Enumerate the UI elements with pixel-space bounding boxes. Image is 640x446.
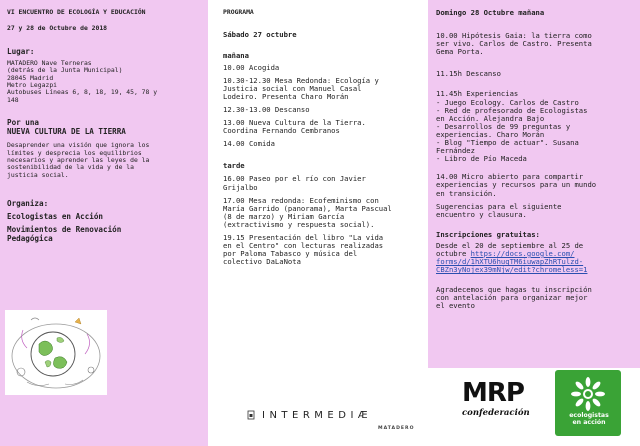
thanks-line: con antelación para organizar mejor xyxy=(436,293,588,303)
culture-heading-1: Por una xyxy=(7,118,40,128)
program-item-line: Coordina Fernando Cembranos xyxy=(223,126,340,136)
afternoon-heading: tarde xyxy=(223,161,245,171)
culture-line: sostenibilidad de la vida y de la xyxy=(7,163,134,172)
intermediae-logo: INTERMEDIÆ xyxy=(262,410,373,421)
program-panel xyxy=(208,0,428,446)
event-title: VI ENCUENTRO DE ECOLOGÍA Y EDUCACIÓN xyxy=(7,8,146,16)
registration-text xyxy=(436,242,634,274)
program-item-line: Justicia social con Manuel Casal xyxy=(223,83,362,93)
experience-line: Fernández xyxy=(436,146,475,156)
thanks-line: Agradecemos que hagas tu inscripción xyxy=(436,285,592,295)
program-item-line: 16.00 Paseo por el río con Javier xyxy=(223,174,366,184)
earth-illustration xyxy=(5,310,107,395)
program-item-line: Sugerencias para el siguiente xyxy=(436,201,562,211)
lugar-line: MATADERO Nave Terneras xyxy=(7,58,92,67)
program-item xyxy=(223,140,420,148)
lugar-line: Autobuses Líneas 6, 8, 18, 19, 45, 78 y xyxy=(7,88,158,97)
organiza-line: Movimientos de Renovación xyxy=(7,225,122,235)
program-item-line: (8 de marzo) y Miriam García xyxy=(223,211,345,221)
organiza-line: Pedagógica xyxy=(7,234,53,244)
program-item xyxy=(436,32,634,56)
program-item-line: en el Centro" con lecturas realizadas xyxy=(223,241,384,251)
program-item xyxy=(223,234,420,266)
mrp-confederacion-text: confederación xyxy=(462,408,530,418)
eco-line: en acción xyxy=(572,419,606,426)
program-item-line: encuentro y clausura. xyxy=(436,209,527,219)
culture-heading-2: NUEVA CULTURA DE LA TIERRA xyxy=(7,127,126,137)
program-item-line: (extractivismo y respuesta social). xyxy=(223,219,375,229)
experience-line: 11.45h Experiencias xyxy=(436,89,519,99)
sunflower-icon xyxy=(555,370,621,436)
program-item-line: colectivo DaLaNota xyxy=(223,257,301,267)
culture-text xyxy=(7,142,202,179)
registration-line: octubre xyxy=(436,248,471,258)
registration-link[interactable]: https://docs.google.com/ xyxy=(470,248,575,258)
program-item xyxy=(436,203,634,219)
program-item-line: María Garrido (panorama), Marta Pascual xyxy=(223,203,392,213)
break-item: 11.15h Descanso xyxy=(436,69,501,79)
program-item xyxy=(223,175,420,191)
program-item xyxy=(223,106,420,114)
sunday-heading: Domingo 28 Octubre mañana xyxy=(436,8,545,17)
matadero-logo: MATADERO xyxy=(378,426,415,431)
thanks-line: el evento xyxy=(436,301,475,311)
experience-line: - Libro de Pío Maceda xyxy=(436,154,527,164)
lugar-line: Metro Legazpi xyxy=(7,81,58,90)
program-item-line: 10.00 Hipótesis Gaia: la tierra como xyxy=(436,31,592,41)
event-dates: 27 y 28 de Octubre de 2018 xyxy=(7,24,108,33)
morning-heading: mañana xyxy=(223,50,249,60)
registration-link[interactable]: CBZn3yNojex39mNjw/edit?chromeless=1 xyxy=(436,265,588,275)
program-item-line: 14.00 Comida xyxy=(223,139,275,149)
saturday-heading: Sábado 27 octubre xyxy=(223,30,297,40)
program-item-line: Gema Porta. xyxy=(436,47,484,57)
experiences-list xyxy=(436,90,634,163)
experience-line: - Blog "Tiempo de actuar". Susana xyxy=(436,138,579,148)
ecologistas-logo-text xyxy=(560,412,618,426)
program-item-line: 10.30-12.30 Mesa Redonda: Ecología y xyxy=(223,75,379,85)
culture-line: Desaprender una visión que ignora los xyxy=(7,141,150,150)
lugar-line: 28045 Madrid xyxy=(7,73,54,82)
program-item xyxy=(436,173,634,197)
program-item xyxy=(223,64,420,72)
organiza-heading: Organiza: xyxy=(7,199,49,209)
program-item-line: Grijalbo xyxy=(223,182,258,192)
organiza-line: Ecologistas en Acción xyxy=(7,212,104,222)
sunday-panel xyxy=(428,0,640,368)
experience-line: - Red de profesorado de Ecologistas xyxy=(436,105,588,115)
program-item xyxy=(223,197,420,229)
lugar-heading: Lugar: xyxy=(7,46,35,56)
program-item-line: 13.00 Nueva Cultura de la Tierra. xyxy=(223,118,366,128)
program-item xyxy=(223,77,420,101)
registration-link[interactable]: forms/d/1hXTU6huqTM6iuwapZhRTulzd- xyxy=(436,257,584,267)
program-item-line: ser vivo. Carlos de Castro. Presenta xyxy=(436,39,592,49)
program-item-line: 17.00 Mesa redonda: Ecofeminismo con xyxy=(223,195,379,205)
thanks-text xyxy=(436,286,634,310)
program-item-line: 10.00 Acogida xyxy=(223,62,280,72)
madrid-bear-icon xyxy=(247,410,255,420)
lugar-line: (detrás de la Junta Municipal) xyxy=(7,66,123,75)
experience-line: - Desarrollos de 99 preguntas y xyxy=(436,121,571,131)
program-item-line: 12.30-13.00 Descanso xyxy=(223,104,310,114)
lugar-line: 148 xyxy=(7,95,19,104)
program-heading: PROGRAMA xyxy=(223,8,254,16)
registration-heading: Inscripciones gratuitas: xyxy=(436,229,540,239)
experience-line: - Juego Ecology. Carlos de Castro xyxy=(436,97,579,107)
program-item-line: en transición. xyxy=(436,188,497,198)
program-item-line: 14.00 Micro abierto para compartir xyxy=(436,172,584,182)
culture-line: justicia social. xyxy=(7,170,69,179)
lugar-details xyxy=(7,60,202,104)
program-item-line: 19.15 Presentación del libro "La vida xyxy=(223,233,384,242)
experience-line: experiencias. Charo Morán xyxy=(436,129,545,139)
experience-line: en Acción. Alejandra Bajo xyxy=(436,113,545,123)
mrp-logo: MRP xyxy=(462,378,524,408)
culture-line: necesarios y aprender las leyes de la xyxy=(7,156,150,165)
registration-line: Desde el 20 de septiembre al 25 de xyxy=(436,240,584,250)
ecologistas-logo xyxy=(555,370,621,436)
culture-line: límites y desprecia los equilibrios xyxy=(7,148,142,157)
program-item-line: experiencias y recursos para un mundo xyxy=(436,180,597,190)
eco-line: ecologistas xyxy=(569,412,609,419)
program-item xyxy=(223,119,420,135)
program-item-line: Lodeiro. Presenta Charo Morán xyxy=(223,91,349,101)
program-item-line: por Paloma Tabasco y música del xyxy=(223,249,358,259)
